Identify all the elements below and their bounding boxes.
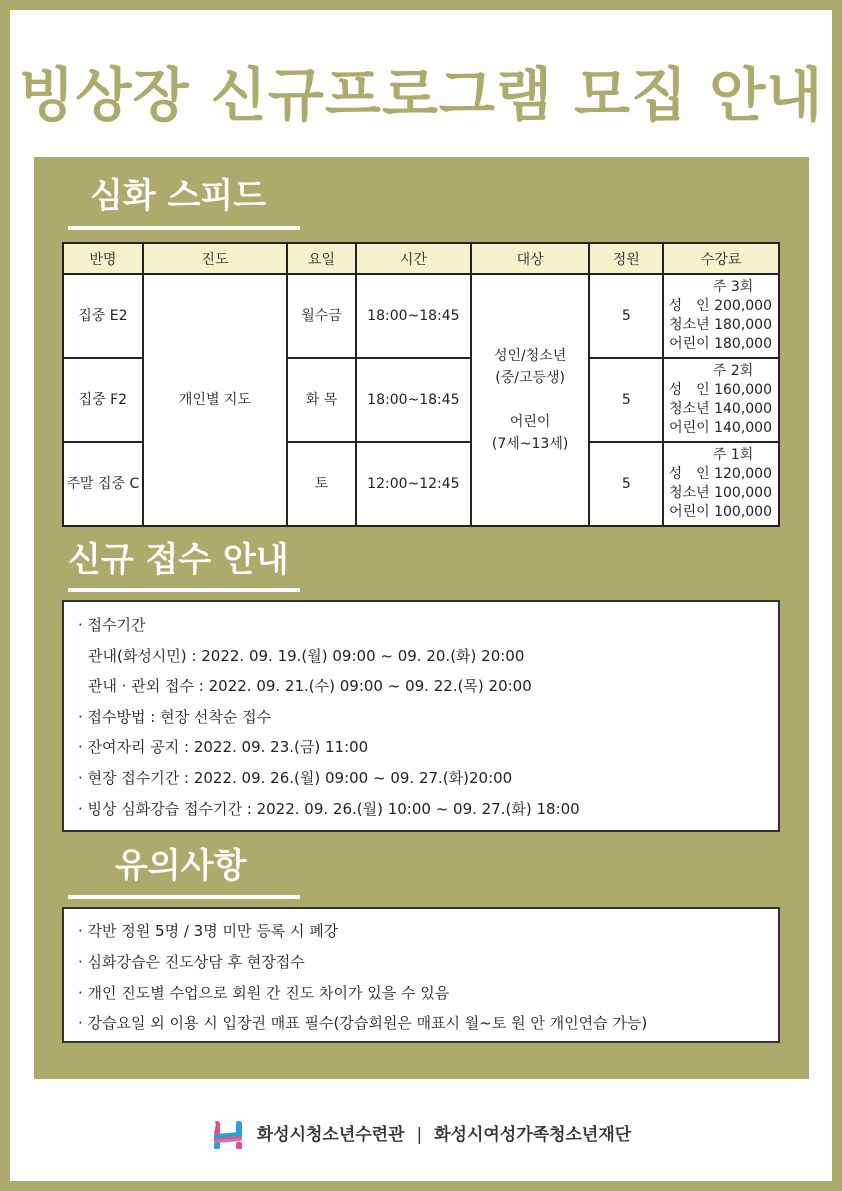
header-fee: 수강료 [663,243,779,274]
class-name: 집중 F2 [63,358,143,442]
target-teen-detail: (중/고등생) [495,370,565,386]
fee-child: 어린이 140,000 [669,420,772,436]
table-header-row [63,243,779,274]
class-days: 토 [287,442,356,526]
fee-teen: 청소년 100,000 [669,485,772,501]
footer [0,1120,842,1150]
section-title-speed: 심화 스피드 [90,176,267,216]
notice-line: · 각반 정원 5명 / 3명 미만 등록 시 폐강 [78,922,339,940]
notice-box [62,907,780,1043]
fee-child: 어린이 180,000 [669,336,772,352]
info-line: · 접수기간 [78,616,146,634]
footer-separator: | [416,1125,423,1145]
info-line: 관내 · 관외 접수 : 2022. 09. 21.(수) 09:00 ~ 09. 22.(목) 20:00 [88,677,532,695]
fee-teen: 청소년 140,000 [669,401,772,417]
notice-line: · 강습요일 외 이용 시 입장권 매표 필수(강습회원은 매표시 월~토 원 안 개인연습 가능) [78,1014,648,1032]
h-logo-icon [211,1120,245,1150]
progress-cell: 개인별 지도 [143,274,287,526]
fee-adult: 성 인 200,000 [668,298,772,314]
fee-title: 주 1회 [712,447,754,463]
class-time: 12:00~12:45 [356,442,471,526]
header-days: 요일 [287,243,356,274]
class-name: 주말 집중 C [63,442,143,526]
class-name: 집중 E2 [63,274,143,358]
class-time: 18:00~18:45 [356,274,471,358]
info-line: · 접수방법 : 현장 선착순 접수 [78,708,272,726]
fee-adult: 성 인 120,000 [668,466,772,482]
target-adult-teen: 성인/청소년 [493,348,567,364]
notice-line: · 개인 진도별 수업으로 회원 간 진도 차이가 있을 수 있음 [78,984,450,1002]
fee-title: 주 2회 [712,363,754,379]
fee-teen: 청소년 180,000 [669,317,772,333]
header-target: 대상 [471,243,590,274]
target-child: 어린이 [509,414,551,430]
header-class: 반명 [63,243,143,274]
section-title-registration: 신규 접수 안내 [68,540,289,580]
section-underline [68,895,300,899]
footer-org-youth-center: 화성시청소년수련관 [256,1125,405,1145]
program-table [62,242,780,527]
header-time: 시간 [356,243,471,274]
fee-child: 어린이 100,000 [669,504,772,520]
target-child-detail: (7세~13세) [491,436,569,452]
fee-title: 주 3회 [712,279,754,295]
section-title-notice: 유의사항 [115,846,247,886]
info-line: · 잔여자리 공지 : 2022. 09. 23.(금) 11:00 [78,738,369,756]
fee-cell [663,274,779,358]
header-capacity: 정원 [589,243,663,274]
info-line: 관내(화성시민) : 2022. 09. 19.(월) 09:00 ~ 09. 20.(화) 20:00 [88,647,525,665]
class-capacity: 5 [589,274,663,358]
table-row [63,274,779,358]
target-cell [471,274,590,526]
class-days: 월수금 [287,274,356,358]
header-progress: 진도 [143,243,287,274]
class-capacity: 5 [589,442,663,526]
footer-org-foundation: 화성시여성가족청소년재단 [434,1125,632,1145]
class-time: 18:00~18:45 [356,358,471,442]
section-underline [68,588,300,592]
class-capacity: 5 [589,358,663,442]
notice-line: · 심화강습은 진도상담 후 현장접수 [78,953,305,971]
info-line: · 현장 접수기간 : 2022. 09. 26.(월) 09:00 ~ 09. 27.(화)20:00 [78,769,513,787]
fee-cell [663,358,779,442]
fee-cell [663,442,779,526]
page-title: 빙상장 신규프로그램 모집 안내 [18,61,824,129]
registration-info-box [62,600,780,832]
info-line: · 빙상 심화강습 접수기간 : 2022. 09. 26.(월) 10:00 ~ 09. 27.(화) 18:00 [78,800,580,818]
section-underline [68,226,300,230]
fee-adult: 성 인 160,000 [668,382,772,398]
class-days: 화 목 [287,358,356,442]
